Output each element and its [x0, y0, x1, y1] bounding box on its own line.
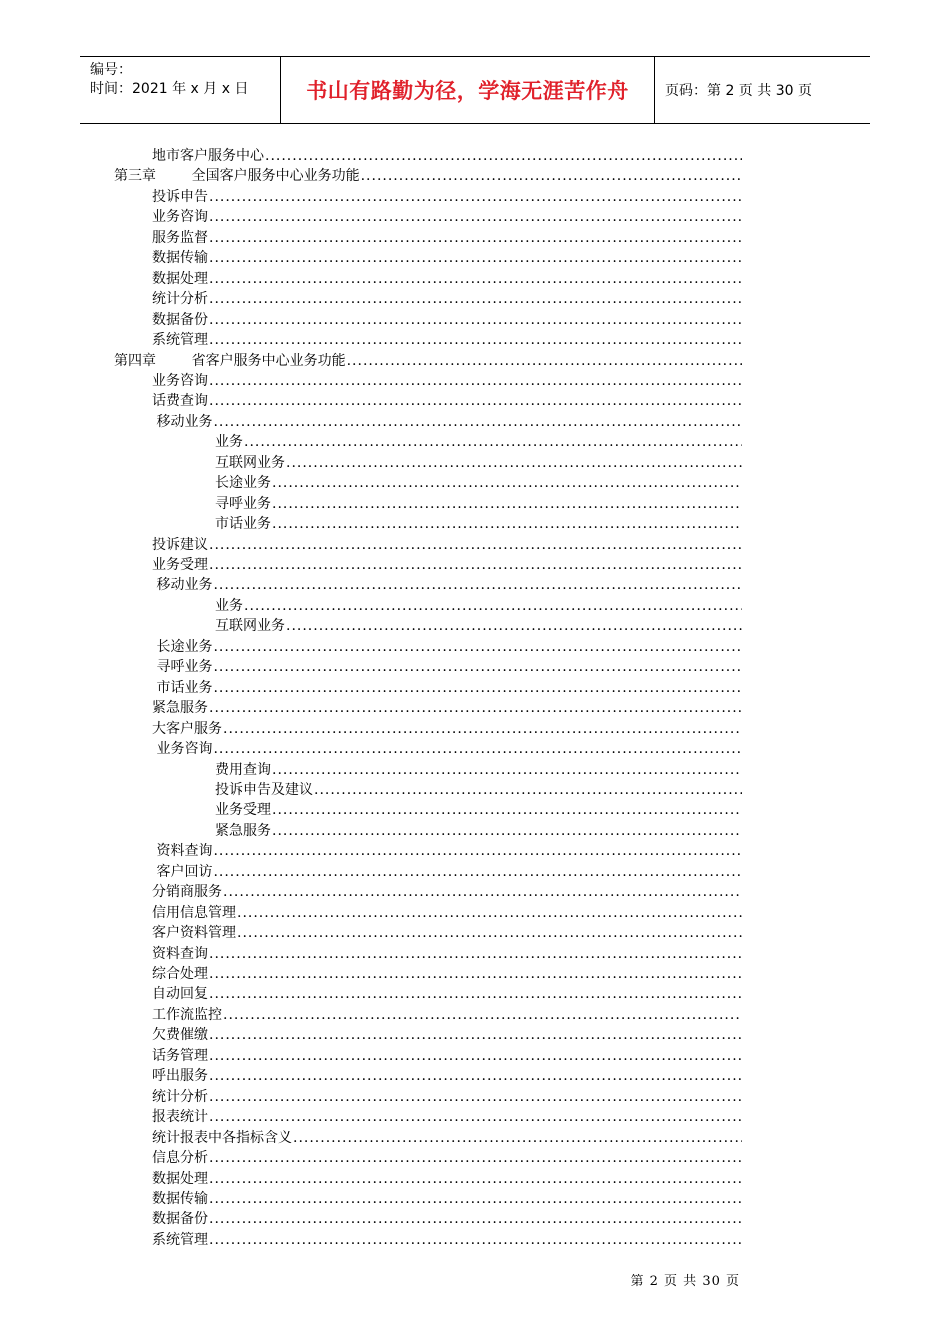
toc-leader-dots	[209, 371, 742, 391]
toc-entry-label: 数据传输	[152, 1190, 208, 1207]
toc-entry-label: 欠费催缴	[152, 1027, 208, 1044]
toc-leader-dots	[213, 575, 742, 595]
toc-entry[interactable]	[152, 187, 742, 207]
toc-leader-dots	[213, 841, 742, 861]
toc-entry[interactable]	[215, 760, 742, 780]
toc-entry[interactable]	[152, 1189, 742, 1209]
toc-leader-dots	[213, 739, 742, 759]
toc-entry[interactable]	[215, 780, 742, 800]
toc-entry[interactable]	[215, 821, 742, 841]
toc-entry[interactable]	[152, 1209, 742, 1229]
toc-entry-label: 资料查询	[152, 945, 208, 962]
toc-leader-dots	[244, 596, 742, 616]
toc-leader-dots	[293, 1128, 742, 1148]
toc-leader-dots	[209, 248, 742, 268]
toc-leader-dots	[213, 637, 742, 657]
toc-entry-label: 信用信息管理	[152, 904, 236, 921]
toc-entry[interactable]	[152, 248, 742, 268]
toc-entry-label: 互联网业务	[215, 618, 285, 635]
toc-entry[interactable]	[152, 1046, 742, 1066]
toc-entry[interactable]	[152, 289, 742, 309]
toc-entry[interactable]	[152, 657, 742, 677]
toc-entry-label: 长途业务	[152, 638, 213, 655]
toc-entry[interactable]	[152, 310, 742, 330]
toc-entry-label: 市话业务	[152, 679, 213, 696]
toc-entry[interactable]	[215, 453, 742, 473]
toc-entry[interactable]	[152, 1005, 742, 1025]
toc-leader-dots	[213, 657, 742, 677]
toc-entry-label: 数据处理	[152, 270, 208, 287]
toc-entry[interactable]	[152, 1128, 742, 1148]
toc-leader-dots	[209, 1107, 742, 1127]
toc-entry[interactable]	[152, 1025, 742, 1045]
toc-entry-label: 数据处理	[152, 1170, 208, 1187]
toc-entry-label: 投诉申告	[152, 188, 208, 205]
toc-entry[interactable]	[152, 678, 742, 698]
toc-leader-dots	[213, 678, 742, 698]
header-meta-cell	[80, 57, 281, 123]
header-page-info: 页码：第 2 页 共 30 页	[665, 83, 812, 99]
toc-entry[interactable]	[152, 371, 742, 391]
toc-leader-dots	[209, 330, 742, 350]
toc-leader-dots	[209, 1209, 742, 1229]
toc-leader-dots	[209, 1066, 742, 1086]
toc-entry-label: 费用查询	[215, 761, 271, 778]
toc-leader-dots	[209, 1148, 742, 1168]
toc-entry[interactable]	[152, 228, 742, 248]
toc-leader-dots	[265, 146, 742, 166]
toc-entry-label: 资料查询	[152, 843, 213, 860]
toc-leader-dots	[209, 944, 742, 964]
toc-leader-dots	[209, 289, 742, 309]
toc-entry[interactable]	[152, 903, 742, 923]
toc-leader-dots	[286, 616, 742, 636]
toc-entry[interactable]	[152, 984, 742, 1004]
toc-entry[interactable]	[215, 596, 742, 616]
toc-entry-label: 移动业务	[152, 413, 213, 430]
toc-entry[interactable]	[215, 616, 742, 636]
toc-leader-dots	[361, 166, 742, 186]
toc-entry-label: 数据备份	[152, 1211, 208, 1228]
toc-entry[interactable]	[215, 432, 742, 452]
toc-leader-dots	[223, 1005, 742, 1025]
toc-leader-dots	[209, 207, 742, 227]
toc-leader-dots	[314, 780, 742, 800]
toc-entry-label: 呼出服务	[152, 1068, 208, 1085]
toc-entry-label: 数据传输	[152, 250, 208, 267]
toc-entry[interactable]	[215, 494, 742, 514]
toc-leader-dots	[209, 1025, 742, 1045]
toc-entry-label: 统计分析	[152, 291, 208, 308]
document-header	[80, 56, 870, 124]
toc-leader-dots	[272, 473, 742, 493]
toc-entry-label: 市话业务	[215, 516, 271, 533]
toc-entry[interactable]	[215, 514, 742, 534]
toc-entry[interactable]	[152, 841, 742, 861]
toc-entry-label: 业务	[215, 597, 243, 614]
toc-leader-dots	[223, 719, 742, 739]
toc-entry-label: 统计分析	[152, 1088, 208, 1105]
toc-leader-dots	[209, 964, 742, 984]
toc-entry-label: 工作流监控	[152, 1006, 222, 1023]
toc-entry[interactable]	[152, 882, 742, 902]
toc-leader-dots	[286, 453, 742, 473]
toc-entry-label: 话费查询	[152, 393, 208, 410]
toc-leader-dots	[209, 984, 742, 1004]
toc-entry-label: 大客户服务	[152, 720, 222, 737]
toc-entry-label: 寻呼业务	[152, 659, 213, 676]
toc-leader-dots	[209, 1169, 742, 1189]
toc-leader-dots	[209, 1087, 742, 1107]
toc-entry[interactable]	[152, 923, 742, 943]
toc-entry[interactable]	[215, 473, 742, 493]
header-motto: 书山有路勤为径，学海无涯苦作舟	[281, 57, 655, 123]
toc-entry-label: 信息分析	[152, 1150, 208, 1167]
toc-entry[interactable]	[114, 351, 742, 371]
toc-leader-dots	[272, 821, 742, 841]
toc-leader-dots	[347, 351, 742, 371]
toc-leader-dots	[209, 228, 742, 248]
toc-entry[interactable]	[152, 1230, 742, 1250]
toc-entry[interactable]	[152, 719, 742, 739]
toc-entry-label: 客户回访	[152, 863, 213, 880]
toc-entry-label: 紧急服务	[152, 700, 208, 717]
toc-entry[interactable]	[152, 944, 742, 964]
toc-entry[interactable]	[152, 1169, 742, 1189]
toc-leader-dots	[237, 923, 742, 943]
toc-entry[interactable]	[152, 1087, 742, 1107]
toc-entry[interactable]	[152, 575, 742, 595]
toc-entry[interactable]	[215, 800, 742, 820]
toc-leader-dots	[209, 698, 742, 718]
toc-leader-dots	[209, 310, 742, 330]
toc-entry-label: 业务受理	[152, 557, 208, 573]
toc-entry[interactable]	[152, 146, 742, 166]
toc-entry-label: 综合处理	[152, 966, 208, 982]
toc-entry-label: 统计报表中各指标含义	[152, 1129, 292, 1146]
toc-entry-label: 业务咨询	[152, 741, 213, 758]
toc-leader-dots	[213, 862, 742, 882]
toc-entry-label: 客户资料管理	[152, 925, 236, 942]
toc-entry-label: 服务监督	[152, 229, 208, 246]
toc-leader-dots	[209, 555, 742, 575]
toc-entry-label: 寻呼业务	[215, 495, 271, 512]
toc-entry[interactable]	[152, 535, 742, 555]
toc-entry-label: 系统管理	[152, 1231, 208, 1248]
toc-entry-label: 业务咨询	[152, 372, 208, 389]
toc-leader-dots	[223, 882, 742, 902]
toc-leader-dots	[213, 412, 742, 432]
toc-leader-dots	[272, 800, 742, 820]
toc-entry[interactable]	[152, 1107, 742, 1127]
toc-entry-label: 业务咨询	[152, 209, 208, 226]
toc-entry[interactable]	[152, 964, 742, 984]
toc-entry-label: 长途业务	[215, 475, 271, 492]
toc-entry-label: 数据备份	[152, 311, 208, 328]
toc-leader-dots	[209, 1189, 742, 1209]
toc-entry[interactable]	[152, 1066, 742, 1086]
toc-entry-label: 投诉申告及建议	[215, 781, 313, 798]
toc-leader-dots	[272, 760, 742, 780]
toc-leader-dots	[209, 187, 742, 207]
toc-leader-dots	[272, 494, 742, 514]
toc-entry[interactable]	[152, 412, 742, 432]
toc-entry-label: 投诉建议	[152, 536, 208, 553]
toc-entry-label: 分销商服务	[152, 884, 222, 901]
toc-leader-dots	[209, 1230, 742, 1250]
toc-entry-label: 业务受理	[215, 802, 271, 819]
toc-leader-dots	[209, 535, 742, 555]
document-time-label: 时间：2021 年 x 月 x 日	[90, 81, 249, 97]
toc-entry-label: 自动回复	[152, 986, 208, 1003]
toc-entry-label: 系统管理	[152, 332, 208, 349]
toc-entry[interactable]	[152, 207, 742, 227]
toc-entry-label: 第三章 全国客户服务中心业务功能	[114, 168, 360, 185]
toc-leader-dots	[209, 391, 742, 411]
toc-entry-label: 第四章 省客户服务中心业务功能	[114, 352, 346, 369]
page-footer: 第 2 页 共 30 页	[630, 1274, 740, 1289]
toc-entry[interactable]	[152, 555, 742, 575]
toc-entry[interactable]	[152, 739, 742, 759]
toc-entry-label: 互联网业务	[215, 454, 285, 471]
toc-entry-label: 话务管理	[152, 1047, 208, 1064]
toc-entry[interactable]	[152, 269, 742, 289]
toc-entry[interactable]	[114, 166, 742, 186]
toc-entry-label: 地市客户服务中心	[152, 148, 264, 164]
toc-entry-label: 报表统计	[152, 1109, 208, 1126]
toc-entry[interactable]	[152, 1148, 742, 1168]
toc-entry-label: 业务	[215, 434, 243, 451]
document-number-label: 编号：	[90, 62, 132, 78]
toc-entry-label: 移动业务	[152, 577, 213, 594]
toc-entry[interactable]	[152, 330, 742, 350]
toc-leader-dots	[272, 514, 742, 534]
toc-entry[interactable]	[152, 862, 742, 882]
toc-leader-dots	[209, 1046, 742, 1066]
toc-leader-dots	[244, 432, 742, 452]
toc-entry[interactable]	[152, 698, 742, 718]
toc-entry[interactable]	[152, 391, 742, 411]
toc-entry[interactable]	[152, 637, 742, 657]
toc-leader-dots	[237, 903, 742, 923]
toc-entry-label: 紧急服务	[215, 822, 271, 839]
toc-leader-dots	[209, 269, 742, 289]
